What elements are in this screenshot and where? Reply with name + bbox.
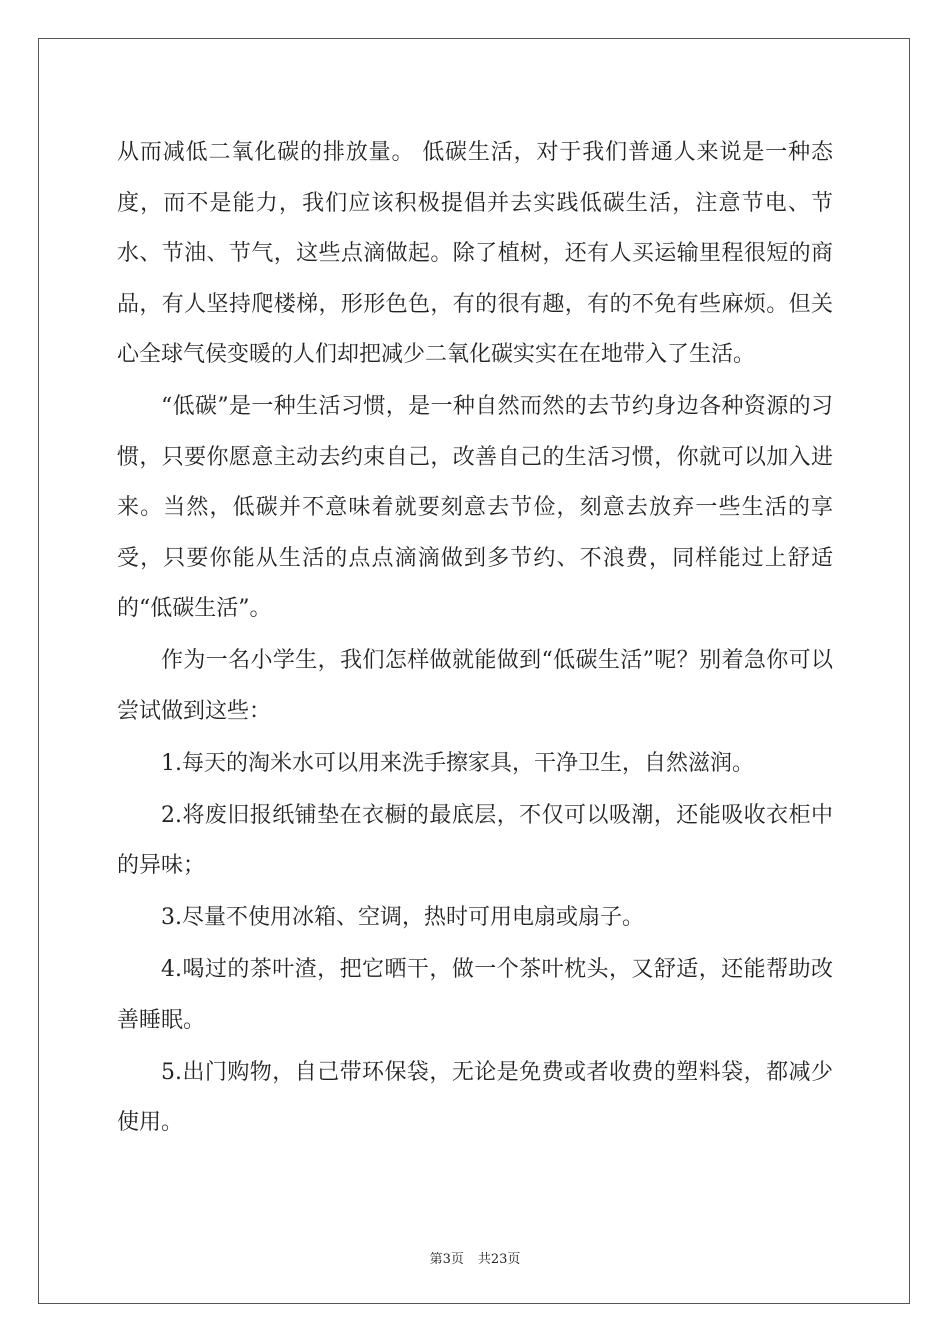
list-item-2: 2.将废旧报纸铺垫在衣橱的最底层，不仅可以吸潮，还能吸收衣柜中的异味；	[117, 802, 833, 878]
list-item-4: 4.喝过的茶叶渣，把它晒干，做一个茶叶枕头，又舒适，还能帮助改善睡眠。	[117, 957, 833, 1033]
list-item-3: 3.尽量不使用冰箱、空调，热时可用电扇或扇子。	[161, 905, 644, 930]
document-body	[117, 128, 833, 1150]
total-page-count: 共23页	[477, 1252, 521, 1267]
paragraph-3: 作为一名小学生，我们怎样做就能做到“低碳生活”呢？别着急你可以尝试做到这些：	[117, 648, 833, 724]
list-item-1: 1.每天的淘米水可以用来洗手擦家具，干净卫生，自然滋润。	[161, 750, 754, 776]
current-page-number: 第3页	[429, 1252, 464, 1267]
page-footer	[0, 1248, 950, 1267]
paragraph-1: 从而减低二氧化碳的排放量。 低碳生活，对于我们普通人来说是一种态度，而不是能力，我们应该积极提倡并去实践低碳生活，注意节电、节水、节油、节气，这些点滴做起。除了植树，还有人买运输里程很短的商品，有人坚持爬楼梯，形形色色，有的很有趣，有的不免有些麻烦。但关心全球气侯变暖的人们却把减少二氧化碳实实在在地带入了生活。	[117, 140, 833, 367]
list-item-5: 5.出门购物，自己带环保袋，无论是免费或者收费的塑料袋，都减少使用。	[117, 1059, 833, 1135]
paragraph-2: “低碳”是一种生活习惯，是一种自然而然的去节约身边各种资源的习惯，只要你愿意主动去约束自己，改善自己的生活习惯，你就可以加入进来。当然，低碳并不意味着就要刻意去节俭，刻意去放弃一些生活的享受，只要你能从生活的点点滴滴做到多节约、不浪费，同样能过上舒适的“低碳生活”。	[117, 394, 833, 621]
